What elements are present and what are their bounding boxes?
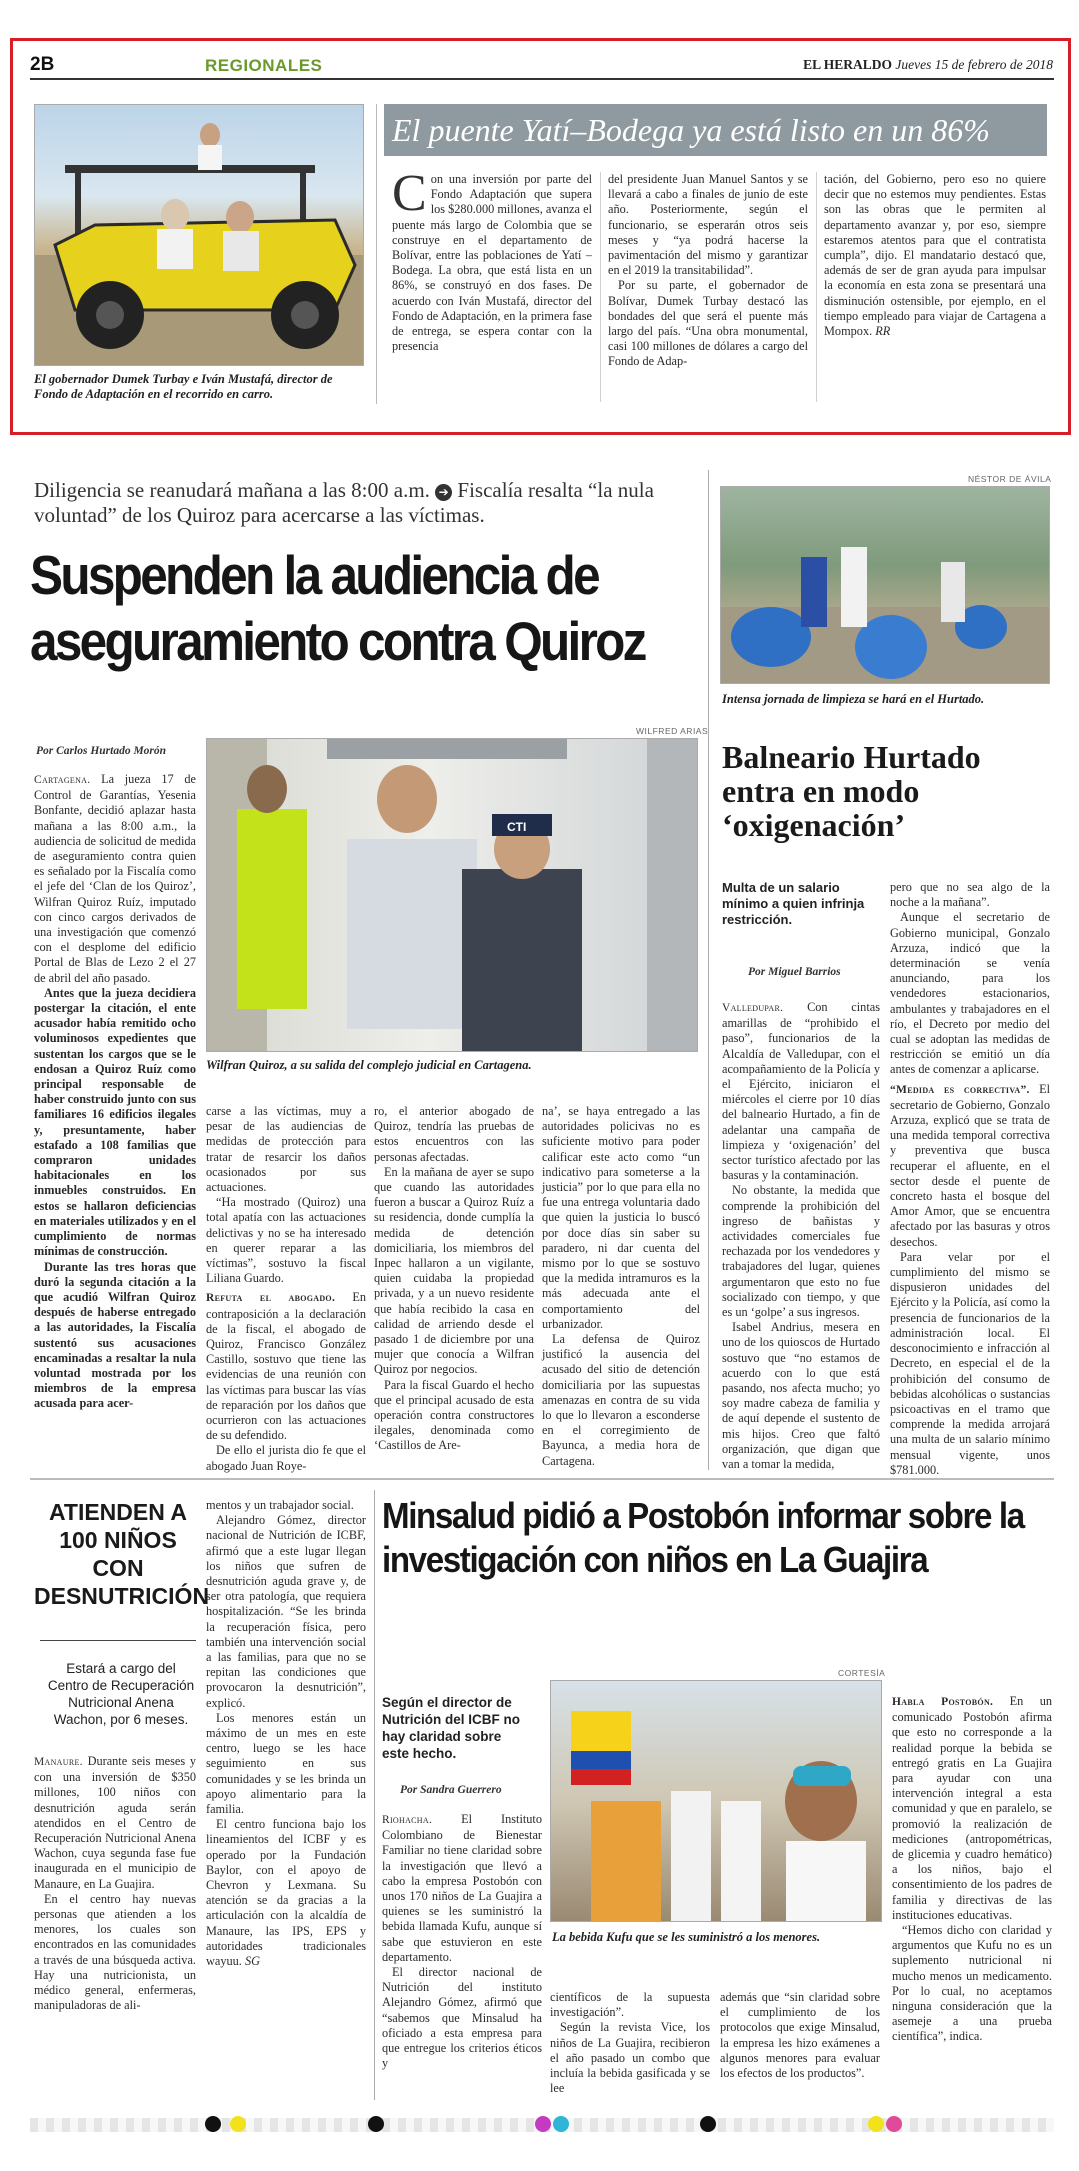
quiroz-col-3-p3: Para la fiscal Guardo el hecho que el principal acusado de esta operación contra constructores ilegales, denominada como ‘Castillos de Are- [374, 1377, 534, 1453]
quiroz-col-3-p1: ro, el anterior abogado de Quiroz, tendría las pruebas de estos encuentros con las personas afectadas. [374, 1104, 534, 1164]
registration-dot [205, 2116, 221, 2132]
ninos-col-2-p2: Alejandro Gómez, director nacional de Nutrición de ICBF, afirmó que a este lugar llegan los niños que sufren de desnutrición aguda grave y, de ser otra patología, que requiera hospitalización. “Se les brinda la recuperación física, pero también una intervención social a las familias, para que no se repitan las condiciones que provocaron la desnutrición”, explicó. [206, 1513, 366, 1710]
ninos-col-2-p3: Los menores están un máximo de un mes en este centro, luego se les hace seguimiento en sus comunidades y se les brinda un apoyo alimentario para la familia. [206, 1710, 366, 1817]
bridge-dropcap: C [392, 165, 427, 222]
hurtado-col-1-p3: Isabel Andrius, mesera en uno de los quioscos de Hurtado sostuvo que “no estamos de acuerdo con lo que está pasando, nos afecta mucho; yo soy madre cabeza de familia y de aquí depende el sustento de mis hijos. Creo que faltó organización, que digan que van a tomar la medida, [722, 1320, 880, 1472]
postobon-col-2-p1: científicos de la supuesta investigación”. [550, 1990, 710, 2020]
bridge-caption: El gobernador Dumek Turbay e Iván Mustafá, director de Fondo de Adaptación en el recorrido en carro. [34, 372, 333, 401]
hurtado-col-1 [722, 1000, 880, 1472]
hurtado-deck: Multa de un salario mínimo a quien infrinja restricción. [722, 880, 865, 927]
paper-name: EL HERALDO [803, 57, 893, 72]
svg-text:CTI: CTI [507, 820, 527, 834]
quiroz-kicker-b: Fiscalía resalta “la nula voluntad” de los Quiroz para acercarse a las víctimas. [34, 478, 654, 527]
bridge-photo [34, 104, 364, 366]
bridge-headline: El puente Yatí–Bodega ya está listo en un 86% [392, 112, 990, 148]
hurtado-headline: Balneario Hurtado entra en modo ‘oxigenación’ [722, 739, 981, 843]
quiroz-col-3-p2: En la mañana de ayer se supo que cuando las autoridades fueron a buscar a Quiroz Ruíz a su residencia, donde cumplía la medida de detención domiciliaria, los miembros del Inpec hallaron a un vigilante, quien cuidaba la propiedad privada, y a un nuevo residente que había recibido la casa en calidad de arriendo desde el pasado 1 de diciembre por una mujer que conocía a Wilfran Quiroz por negocios. [374, 1164, 534, 1377]
registration-dot [886, 2116, 902, 2132]
registration-dot [368, 2116, 384, 2132]
ninos-col-1-p2: En el centro hay nuevas personas que atienden a los menores, los cuales son encontrados en las comunidades a través de una búsqueda activa. Hay una nutricionista, un médico general, enfermeras, manipuladoras de ali- [34, 1891, 196, 2013]
bridge-col-1 [392, 165, 592, 354]
quiroz-col-3 [374, 1104, 534, 1454]
hurtado-col-2 [890, 880, 1050, 1478]
postobon-deck: Según el director de Nutrición del ICBF no hay claridad sobre este hecho. [382, 1695, 520, 1761]
ninos-signature: SG [244, 1954, 260, 1969]
quiroz-col-4-p1: na’, se haya entregado a las autoridades policivas no es suficiente motivo para poder calificar este acto como “un indicativo para someterse a la justicia” por lo que para ella no fue una entrega voluntaria dado que quien la justicia lo buscó por doce días sin saber su paradero, ni dar cuenta del mismo por lo que se sostuvo que la medida intramuros es la más adecuada ante el comportamiento del urbanizador. [542, 1104, 700, 1331]
page-number: 2B [30, 54, 55, 75]
quiroz-col-1-p2: Antes que la jueza decidiera postergar la citación, el ente acusador había remitido ocho voluminosos expedientes que sustentan los cargos que se le endosan a Quiroz Ruíz como principal responsable de haber construido junto con sus familiares 16 edificios ilegales y, presuntamente, haber estafado a 108 familias que compraron unidades habitacionales en los inmuebles construidos. En estos se hallaron deficiencias en materiales utilizados y en el cumplimiento de normas mínimas de construcción. [34, 985, 196, 1259]
bridge-col-2-p1: del presidente Juan Manuel Santos y se llevará a cabo a finales de junio de este año. Posteriormente, según el funcionario, se esperarán otros seis meses y “ya podrá hacerse la pavimentación del mismo y garantizar en el 2019 la transitabilidad”. [608, 172, 808, 278]
postobon-byline: Por Sandra Guerrero [400, 1784, 502, 1796]
hurtado-dateline: Valledupar. [722, 1002, 784, 1014]
children-with-drink-illustration [551, 1681, 882, 1922]
postobon-dateline: Riohacha. [382, 1814, 433, 1826]
quiroz-kicker [34, 478, 714, 528]
registration-dot [700, 2116, 716, 2132]
postobon-photo [550, 1680, 882, 1922]
ninos-col-2-p4: El centro funciona bajo los lineamientos del ICBF y es operado por la Fundación Baylor, con el apoyo de Chevron y Lexmana. Su atención se da gracias a la articulación con la alcaldía de Manaure, las IPS, EPS y autoridades tradicionales wayuu. [206, 1817, 366, 1969]
quiroz-photo-credit: WILFRED ARIAS [636, 726, 709, 736]
issue-date: Jueves 15 de febrero de 2018 [895, 57, 1053, 72]
quiroz-dateline: Cartagena. [34, 774, 91, 786]
postobon-col-3 [720, 1990, 880, 2081]
quiroz-col-2-p3: En contraposición a la declaración de la fiscal, el abogado de Quiroz, Francisco González Castillo, sostuvo que tiene las evidencias de una reunión con las víctimas para buscar las vías de reparación por los daños que ocurrieron con las actuaciones de su defendido. [206, 1290, 367, 1443]
ninos-postobon-divider [374, 1490, 375, 2100]
arrest-scene-illustration [207, 739, 698, 1052]
hurtado-col-1-p2: No obstante, la medida que comprende la prohibición del ingreso de bañistas y actividades comerciales fue rechazada por los vendedores y trabajadores del lugar, quienes argumentaron que esto no fue socializado con tiempo, y que es un ‘golpe’ a sus ingresos. [722, 1183, 880, 1320]
quiroz-col-4 [542, 1104, 700, 1469]
postobon-col-3-p1: además que “sin claridad sobre el cumplimiento de los protocolos que exige Minsalud, la empresa les hizo exámenes a algunos menores para evaluar los efectos de los productos”. [720, 1990, 880, 2081]
postobon-col-2-p2: Según la revista Vice, los niños de La Guajira, recibieron el año pasado un combo que incluía la bebida gasificada y se lee [550, 2020, 710, 2096]
hurtado-byline: Por Miguel Barrios [748, 966, 841, 978]
quiroz-col-2-p2: “Ha mostrado (Quiroz) una total apatía con las actuaciones delictivas y no se ha interesado en querer reparar a las víctimas”, sostuvo la fiscal Liliana Guardo. [206, 1195, 366, 1286]
hurtado-photo [720, 486, 1050, 684]
lower-section-rule [30, 1478, 1054, 1480]
registration-dots [0, 2114, 1079, 2136]
registration-dot [868, 2116, 884, 2132]
quiroz-hurtado-divider [708, 470, 709, 1470]
bridge-col-2 [608, 172, 808, 370]
ninos-col-1 [34, 1754, 196, 2013]
bridge-col-3-text: tación, del Gobierno, pero eso no quiere decir que no estemos muy pendientes. Estas son las obras que le permiten al departamento avanzar y, por eso, siempre estaremos atentos para que el contratista cumpla”, dijo. El mandatario destacó que, además de ser de gran ayuda para impulsar la economía en esta zona se presentará una disminución ostensible, por ejemplo, en el tiempo empleado para viajar de Cartagena a Mompox. [824, 172, 1046, 339]
hurtado-caption: Intensa jornada de limpieza se hará en el Hurtado. [722, 692, 985, 706]
ninos-col-2 [206, 1498, 366, 1969]
bridge-signature: RR [875, 324, 891, 339]
quiroz-headline: Suspenden la audiencia de aseguramiento contra Quiroz [30, 544, 645, 672]
quiroz-col-4-p2: La defensa de Quiroz justificó la ausencia del acusado del sitio de detención domiciliaria por las supuestas amenazas en contra de su vida lo que lo llevaron a esconderse en el corregimiento de Bayunca, a media hora de Cartagena. [542, 1332, 700, 1468]
quiroz-photo [206, 738, 698, 1052]
postobon-col-4-p1: En un comunicado Postobón afirma que esto no corresponde a la realidad porque la bebida se entregó gratis en La Guajira para ayudar con una intervención integral a esta comunidad y que en paralelo, se promovió la realización de mediciones (antropométricas, de glicemia y cuadro hemático) a los niños, bajo el consentimiento de los padres de familia y directivas de las instituciones educativas. [892, 1694, 1053, 1922]
hurtado-col-2-p4: Para velar por el cumplimiento del mismo se dispusieron unidades del Ejército y la Policía, así como la presencia de funcionarios de la administración local. El desconocimiento e infracción al Decreto, en especial el de la prohibición del consumo de bebidas alcohólicas o sustancias psicoactivas en el tramo que comprende la medida arrojará una multa de un salario mínimo mensual vigente, unos $781.000. [890, 1249, 1050, 1477]
quiroz-byline: Por Carlos Hurtado Morón [36, 745, 167, 757]
ninos-dateline: Manaure. [34, 1756, 83, 1768]
registration-dot [535, 2116, 551, 2132]
registration-dot [230, 2116, 246, 2132]
quiroz-col-2 [206, 1104, 366, 1474]
postobon-headline: Minsalud pidió a Postobón informar sobre la investigación con niños en La Guajira [382, 1495, 1024, 1580]
postobon-col-4-p2: “Hemos dicho con claridad y argumentos que Kufu no es un suplemento nutricional ni mucho menos un medicamento. Por lo cual, no aceptamos ninguna consideración que la asemeje a una prueba científica”, indica. [892, 1923, 1052, 2044]
cleanup-crew-illustration [721, 487, 1050, 684]
hurtado-photo-credit: NÉSTOR DE ÁVILA [968, 474, 1052, 484]
quiroz-kicker-a: Diligencia se reanudará mañana a las 8:00 a.m. [34, 478, 430, 502]
ninos-headline: ATIENDEN A 100 NIÑOS CON DESNUTRICIÓN [34, 1499, 210, 1609]
arrow-right-icon: ➔ [435, 484, 452, 501]
registration-dot [553, 2116, 569, 2132]
hurtado-col-1-p1: Con cintas amarillas de “prohibido el paso”, funcionarios de la Alcaldía de Valledupar, con el acompañamiento de la Policía y el Ejército, iniciaron el miércoles el cierre por 10 días del balneario Hurtado, a fin de adelantar una campaña de limpieza y ‘oxigenación’ del sector turístico afectado por las basuras y la contaminación. [722, 1000, 880, 1183]
postobon-col-1-p1: El Instituto Colombiano de Bienestar Familiar no tiene claridad sobre la investigación que llevó a cabo la empresa Postobón con unos 170 niños de La Guajira a quienes se les suministró la bebida llamada Kufu, aunque sí sabe que estuvieron en este departamento. [382, 1812, 542, 1964]
postobon-col-1 [382, 1812, 542, 2071]
quiroz-col-1 [34, 772, 196, 1412]
bridge-col-3 [824, 172, 1046, 339]
hurtado-subhead: “Medida es correctiva”. [890, 1083, 1030, 1096]
postobon-caption: La bebida Kufu que se les suministró a los menores. [552, 1930, 821, 1944]
postobon-col-1-p2: El director nacional de Nutrición del instituto Alejandro Gómez, afirmó que “sabemos que Minsalud ha oficiado a esta empresa para que entregue los criterios éticos y [382, 1965, 542, 2071]
quiroz-caption: Wilfran Quiroz, a su salida del complejo judicial en Cartagena. [206, 1058, 532, 1072]
utility-vehicle-illustration [35, 105, 364, 366]
postobon-col-4 [892, 1694, 1052, 2045]
bridge-col-2-p2: Por su parte, el gobernador de Bolívar, Dumek Turbay destacó las bondades del que será el puente más largo del país. “Una obra monumental, casi 100 millones de dólares a cargo del Fondo de Adap- [608, 278, 808, 369]
hurtado-col-2-p3: El secretario de Gobierno, Gonzalo Arzuza, explicó que se trata de una medida temporal correctiva y preventiva que busca recuperar el afluente, en el sector desde el puente de concreto hasta el bosque del Amor Amor, que se encuentra afectado por las basuras y otros desechos. [890, 1081, 1050, 1249]
bridge-col-rule-3 [816, 172, 817, 402]
bridge-col-1-text: on una inversión por parte del Fondo Adaptación que supera los $280.000 millones, avanza el puente más largo de Colombia que se construye en el departamento de Bolívar, entre las poblaciones de Yatí – Bodega. La obra, que está lista en un 86%, se construyó en dos fases. De acuerdo con Iván Mustafá, director del Fondo de Adaptación, en la primera fase de entrega, se espera contar con la presencia [392, 172, 592, 354]
quiroz-col-1-p1: La jueza 17 de Control de Garantías, Yesenia Bonfante, decidió aplazar hasta mañana a las 8:00 a.m., la audiencia de solicitud de medida de aseguramiento contra quien es señalado por la Fiscalía como el jefe del ‘Clan de los Quiroz’, Wilfran Quiroz Ruíz, imputado con cinco cargos derivados de una investigación que comenzó con el desplome del edificio Portal de Blas de Lezo 2 el 27 de abril del año pasado. [34, 772, 196, 985]
ninos-deck: Estará a cargo del Centro de Recuperación Nutricional Anena Wachon, por 6 meses. [47, 1661, 195, 1727]
bridge-col-rule [376, 104, 377, 404]
hurtado-col-2-p1: pero que no sea algo de la noche a la mañana”. [890, 880, 1050, 910]
ninos-headline-rule [40, 1640, 196, 1641]
ninos-col-1-p1: Durante seis meses y con una inversión de $350 millones, 100 niños con desnutrición aguda serán atendidos en el Centro de Recuperación Nutricional Anena Wachon, cuya segunda fase fue inaugurada en el municipio de Manaure, en La Guajira. [34, 1754, 196, 1891]
quiroz-col-1-p3: Durante las tres horas que duró la segunda citación a la que acudió Wilfran Quiroz después de haberse entregado a las autoridades, la Fiscalía sustentó sus acusaciones encaminadas a resaltar la nula voluntad mostrada por los miembros de la empresa acusada para acer- [34, 1259, 196, 1411]
quiroz-col-2-p4: De ello el jurista dio fe que el abogado Juan Roye- [206, 1443, 366, 1473]
postobon-photo-credit: CORTESÍA [838, 1668, 886, 1678]
postobon-col-2 [550, 1990, 710, 2096]
quiroz-col-2-p1: carse a las víctimas, muy a pesar de las audiencias de medidas de protección para tratar de resarcir los daños ocasionados por sus actuaciones. [206, 1104, 366, 1195]
section-label: REGIONALES [205, 56, 323, 75]
ninos-col-2-p1: mentos y un trabajador social. [206, 1498, 354, 1512]
bridge-col-rule-2 [600, 172, 601, 402]
quiroz-subhead: Refuta el abogado. [206, 1292, 336, 1305]
hurtado-col-2-p2: Aunque el secretario de Gobierno municipal, Gonzalo Arzuza, indicó que la determinación se venía anunciando, para los vendedores estacionarios, ambulantes y trabajadores en el río, el Decreto por medio del cual se adoptan las medidas de restricción se emitió un día antes de comenzar a aplicarse. [890, 910, 1050, 1077]
postobon-subhead: Habla Postobón. [892, 1696, 994, 1708]
